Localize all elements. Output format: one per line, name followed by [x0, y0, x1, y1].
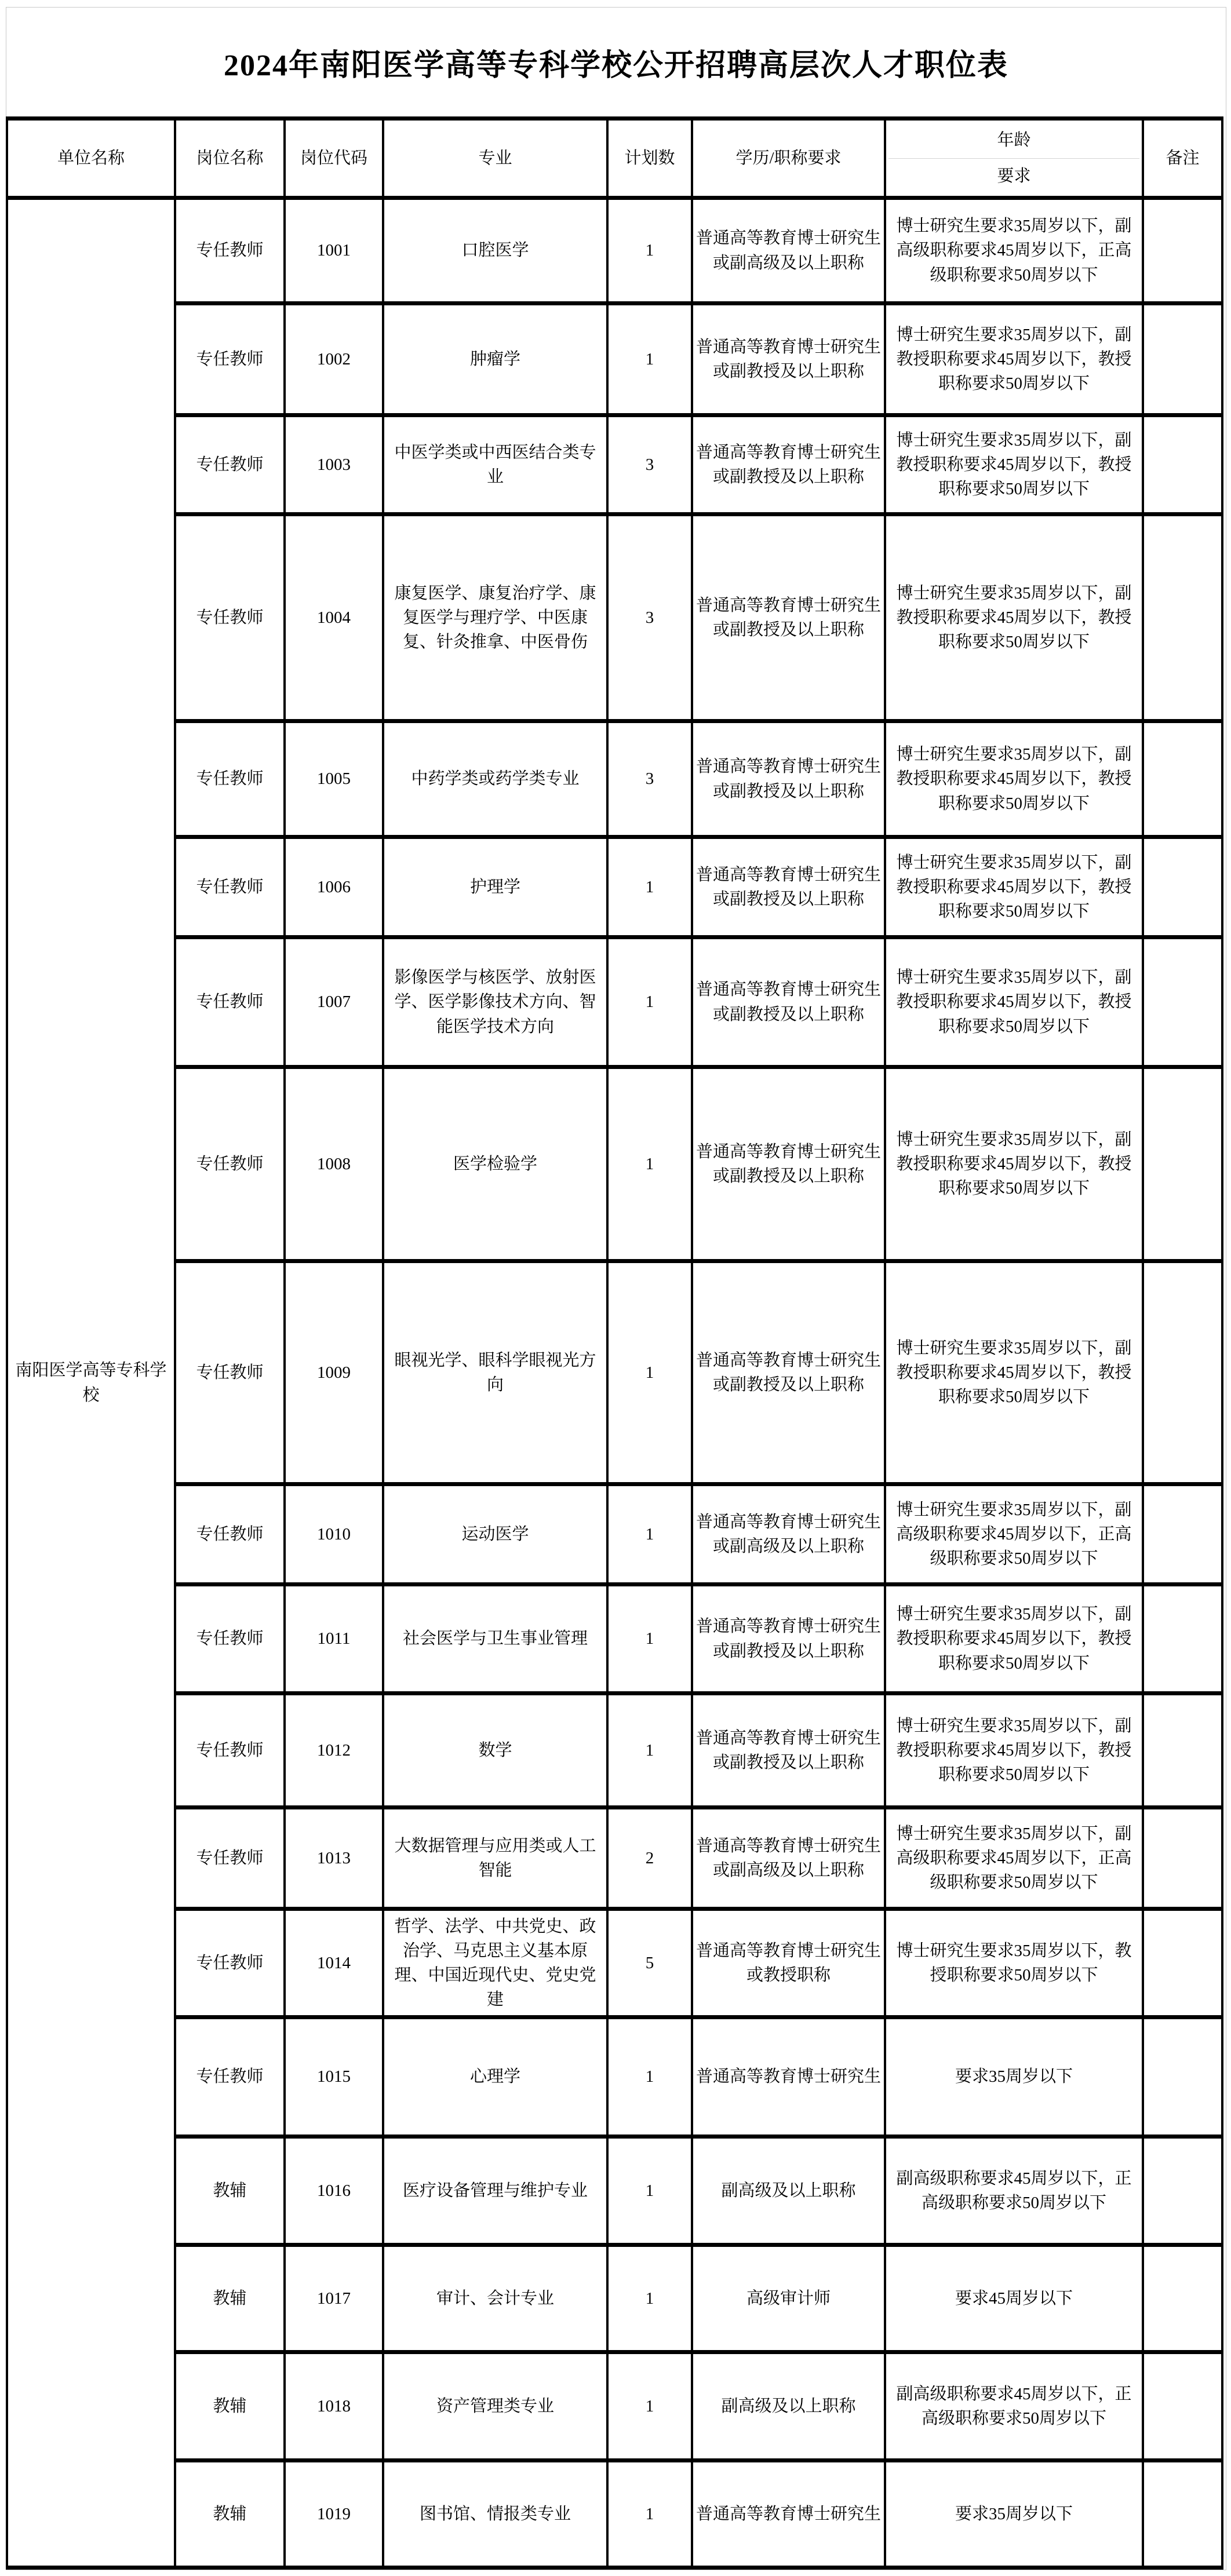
major-cell: 口腔医学: [383, 198, 607, 304]
table-row: [7, 1484, 1222, 1585]
position-code-cell: 1009: [285, 1261, 383, 1484]
qualification-cell: 普通高等教育博士研究生或副教授及以上职称: [692, 1694, 885, 1808]
plan-count-cell: 1: [607, 2352, 692, 2461]
qualification-cell: 普通高等教育博士研究生或副高级及以上职称: [692, 1808, 885, 1909]
remark-cell: [1143, 937, 1222, 1067]
age-requirement-cell: 博士研究生要求35周岁以下，副高级职称要求45周岁以下，正高级职称要求50周岁以下: [885, 1484, 1143, 1585]
position-name-cell: 教辅: [175, 2461, 285, 2568]
age-requirement-cell: 博士研究生要求35周岁以下，副教授职称要求45周岁以下，教授职称要求50周岁以下: [885, 1585, 1143, 1694]
remark-cell: [1143, 2137, 1222, 2245]
qualification-cell: 普通高等教育博士研究生或副教授及以上职称: [692, 1585, 885, 1694]
qualification-cell: 普通高等教育博士研究生: [692, 2461, 885, 2568]
position-code-cell: 1011: [285, 1585, 383, 1694]
remark-cell: [1143, 837, 1222, 937]
qualification-cell: 普通高等教育博士研究生或副教授及以上职称: [692, 415, 885, 515]
position-name-cell: 专任教师: [175, 1694, 285, 1808]
qualification-cell: 普通高等教育博士研究生或副高级及以上职称: [692, 1484, 885, 1585]
position-name-cell: 专任教师: [175, 1484, 285, 1585]
table-row: [7, 1585, 1222, 1694]
table-row: [7, 1694, 1222, 1808]
major-cell: 医学检验学: [383, 1067, 607, 1261]
table-row: [7, 515, 1222, 721]
table-row: [7, 198, 1222, 304]
position-code-cell: 1005: [285, 721, 383, 837]
major-cell: 眼视光学、眼科学眼视光方向: [383, 1261, 607, 1484]
position-code-cell: 1002: [285, 304, 383, 415]
plan-count-cell: 1: [607, 937, 692, 1067]
plan-count-cell: 3: [607, 721, 692, 837]
remark-cell: [1143, 1261, 1222, 1484]
qualification-cell: 普通高等教育博士研究生或副教授及以上职称: [692, 937, 885, 1067]
major-cell: 中医学类或中西医结合类专业: [383, 415, 607, 515]
table-row: [7, 1067, 1222, 1261]
qualification-cell: 副高级及以上职称: [692, 2352, 885, 2461]
page-title: 2024年南阳医学高等专科学校公开招聘高层次人才职位表: [223, 49, 1008, 82]
qualification-cell: 普通高等教育博士研究生或副教授及以上职称: [692, 304, 885, 415]
table-row: [7, 1909, 1222, 2017]
position-name-cell: 专任教师: [175, 1585, 285, 1694]
plan-count-cell: 3: [607, 415, 692, 515]
positions-table: [6, 116, 1223, 2570]
remark-cell: [1143, 2461, 1222, 2568]
table-row: [7, 415, 1222, 515]
plan-count-cell: 1: [607, 1694, 692, 1808]
qualification-cell: 普通高等教育博士研究生或副教授及以上职称: [692, 837, 885, 937]
position-code-cell: 1015: [285, 2017, 383, 2137]
age-requirement-cell: 博士研究生要求35周岁以下，副教授职称要求45周岁以下，教授职称要求50周岁以下: [885, 1261, 1143, 1484]
qualification-cell: 普通高等教育博士研究生或副教授及以上职称: [692, 1067, 885, 1261]
plan-count-cell: 1: [607, 1585, 692, 1694]
position-code-cell: 1007: [285, 937, 383, 1067]
header-plan-count: 计划数: [607, 119, 692, 198]
position-name-cell: 教辅: [175, 2352, 285, 2461]
major-cell: 康复医学、康复治疗学、康复医学与理疗学、中医康复、针灸推拿、中医骨伤: [383, 515, 607, 721]
position-name-cell: 专任教师: [175, 1808, 285, 1909]
remark-cell: [1143, 1808, 1222, 1909]
remark-cell: [1143, 515, 1222, 721]
header-row: [7, 119, 1222, 198]
qualification-cell: 普通高等教育博士研究生: [692, 2017, 885, 2137]
position-name-cell: 专任教师: [175, 415, 285, 515]
qualification-cell: 副高级及以上职称: [692, 2137, 885, 2245]
table-row: [7, 304, 1222, 415]
age-requirement-cell: 副高级职称要求45周岁以下，正高级职称要求50周岁以下: [885, 2137, 1143, 2245]
major-cell: 大数据管理与应用类或人工智能: [383, 1808, 607, 1909]
age-requirement-cell: 博士研究生要求35周岁以下，副教授职称要求45周岁以下，教授职称要求50周岁以下: [885, 304, 1143, 415]
major-cell: 社会医学与卫生事业管理: [383, 1585, 607, 1694]
table-row: [7, 2352, 1222, 2461]
major-cell: 护理学: [383, 837, 607, 937]
position-code-cell: 1018: [285, 2352, 383, 2461]
qualification-cell: 普通高等教育博士研究生或教授职称: [692, 1909, 885, 2017]
major-cell: 中药学类或药学类专业: [383, 721, 607, 837]
remark-cell: [1143, 1694, 1222, 1808]
remark-cell: [1143, 1484, 1222, 1585]
plan-count-cell: 1: [607, 2461, 692, 2568]
remark-cell: [1143, 2352, 1222, 2461]
major-cell: 数学: [383, 1694, 607, 1808]
position-code-cell: 1014: [285, 1909, 383, 2017]
table-body: [7, 198, 1222, 2568]
qualification-cell: 高级审计师: [692, 2245, 885, 2352]
table-row: [7, 2017, 1222, 2137]
qualification-cell: 普通高等教育博士研究生或副教授及以上职称: [692, 1261, 885, 1484]
table-row: [7, 937, 1222, 1067]
position-code-cell: 1012: [285, 1694, 383, 1808]
major-cell: 医疗设备管理与维护专业: [383, 2137, 607, 2245]
plan-count-cell: 2: [607, 1808, 692, 1909]
table-row: [7, 2137, 1222, 2245]
position-name-cell: 教辅: [175, 2137, 285, 2245]
position-name-cell: 专任教师: [175, 515, 285, 721]
qualification-cell: 普通高等教育博士研究生或副教授及以上职称: [692, 515, 885, 721]
plan-count-cell: 3: [607, 515, 692, 721]
age-requirement-cell: 副高级职称要求45周岁以下，正高级职称要求50周岁以下: [885, 2352, 1143, 2461]
age-header-split: [888, 123, 1139, 194]
major-cell: 审计、会计专业: [383, 2245, 607, 2352]
position-name-cell: 专任教师: [175, 1261, 285, 1484]
remark-cell: [1143, 415, 1222, 515]
position-name-cell: 专任教师: [175, 2017, 285, 2137]
major-cell: 运动医学: [383, 1484, 607, 1585]
age-requirement-cell: 博士研究生要求35周岁以下，副教授职称要求45周岁以下，教授职称要求50周岁以下: [885, 415, 1143, 515]
unit-name-cell: 南阳医学高等专科学校: [7, 198, 175, 2568]
remark-cell: [1143, 304, 1222, 415]
position-code-cell: 1008: [285, 1067, 383, 1261]
major-cell: 影像医学与核医学、放射医学、医学影像技术方向、智能医学技术方向: [383, 937, 607, 1067]
major-cell: 心理学: [383, 2017, 607, 2137]
plan-count-cell: 1: [607, 2245, 692, 2352]
position-name-cell: 专任教师: [175, 1909, 285, 2017]
age-requirement-cell: 博士研究生要求35周岁以下，副教授职称要求45周岁以下，教授职称要求50周岁以下: [885, 837, 1143, 937]
major-cell: 资产管理类专业: [383, 2352, 607, 2461]
position-name-cell: 专任教师: [175, 721, 285, 837]
title-box: [6, 8, 1226, 116]
age-requirement-cell: 博士研究生要求35周岁以下，副高级职称要求45周岁以下，正高级职称要求50周岁以下: [885, 198, 1143, 304]
position-name-cell: 专任教师: [175, 837, 285, 937]
header-position-code: 岗位代码: [285, 119, 383, 198]
plan-count-cell: 1: [607, 304, 692, 415]
header-position-name: 岗位名称: [175, 119, 285, 198]
qualification-cell: 普通高等教育博士研究生或副教授及以上职称: [692, 721, 885, 837]
position-code-cell: 1004: [285, 515, 383, 721]
table-row: [7, 721, 1222, 837]
position-code-cell: 1010: [285, 1484, 383, 1585]
remark-cell: [1143, 1585, 1222, 1694]
age-requirement-cell: 博士研究生要求35周岁以下，副教授职称要求45周岁以下，教授职称要求50周岁以下: [885, 515, 1143, 721]
age-requirement-cell: 博士研究生要求35周岁以下，副教授职称要求45周岁以下，教授职称要求50周岁以下: [885, 1694, 1143, 1808]
position-code-cell: 1019: [285, 2461, 383, 2568]
table-row: [7, 2461, 1222, 2568]
age-requirement-cell: 博士研究生要求35周岁以下，副教授职称要求45周岁以下，教授职称要求50周岁以下: [885, 721, 1143, 837]
plan-count-cell: 1: [607, 2137, 692, 2245]
plan-count-cell: 1: [607, 198, 692, 304]
qualification-cell: 普通高等教育博士研究生或副高级及以上职称: [692, 198, 885, 304]
age-requirement-cell: 博士研究生要求35周岁以下，副高级职称要求45周岁以下，正高级职称要求50周岁以下: [885, 1808, 1143, 1909]
major-cell: 图书馆、情报类专业: [383, 2461, 607, 2568]
plan-count-cell: 1: [607, 1261, 692, 1484]
remark-cell: [1143, 198, 1222, 304]
header-major: 专业: [383, 119, 607, 198]
position-code-cell: 1013: [285, 1808, 383, 1909]
remark-cell: [1143, 1067, 1222, 1261]
position-name-cell: 教辅: [175, 2245, 285, 2352]
position-name-cell: 专任教师: [175, 198, 285, 304]
age-requirement-cell: 要求35周岁以下: [885, 2461, 1143, 2568]
age-requirement-cell: 要求45周岁以下: [885, 2245, 1143, 2352]
remark-cell: [1143, 2245, 1222, 2352]
remark-cell: [1143, 721, 1222, 837]
position-code-cell: 1017: [285, 2245, 383, 2352]
plan-count-cell: 5: [607, 1909, 692, 2017]
position-code-cell: 1001: [285, 198, 383, 304]
header-qualification: 学历/职称要求: [692, 119, 885, 198]
remark-cell: [1143, 1909, 1222, 2017]
position-code-cell: 1006: [285, 837, 383, 937]
position-name-cell: 专任教师: [175, 1067, 285, 1261]
major-cell: 哲学、法学、中共党史、政治学、马克思主义基本原理、中国近现代史、党史党建: [383, 1909, 607, 2017]
header-age-requirement: [885, 119, 1143, 198]
age-requirement-cell: 博士研究生要求35周岁以下，副教授职称要求45周岁以下，教授职称要求50周岁以下: [885, 937, 1143, 1067]
plan-count-cell: 1: [607, 837, 692, 937]
position-name-cell: 专任教师: [175, 304, 285, 415]
document-sheet: [6, 7, 1226, 2570]
position-code-cell: 1003: [285, 415, 383, 515]
age-header-line1: 年龄: [888, 123, 1139, 159]
plan-count-cell: 1: [607, 2017, 692, 2137]
table-row: [7, 2245, 1222, 2352]
position-name-cell: 专任教师: [175, 937, 285, 1067]
table-row: [7, 1808, 1222, 1909]
header-remark: 备注: [1143, 119, 1222, 198]
table-row: [7, 1261, 1222, 1484]
age-requirement-cell: 博士研究生要求35周岁以下，副教授职称要求45周岁以下，教授职称要求50周岁以下: [885, 1067, 1143, 1261]
plan-count-cell: 1: [607, 1067, 692, 1261]
table-row: [7, 837, 1222, 937]
major-cell: 肿瘤学: [383, 304, 607, 415]
header-unit-name: 单位名称: [7, 119, 175, 198]
age-requirement-cell: 要求35周岁以下: [885, 2017, 1143, 2137]
age-requirement-cell: 博士研究生要求35周岁以下，教授职称要求50周岁以下: [885, 1909, 1143, 2017]
plan-count-cell: 1: [607, 1484, 692, 1585]
position-code-cell: 1016: [285, 2137, 383, 2245]
age-header-line2: 要求: [997, 166, 1031, 185]
remark-cell: [1143, 2017, 1222, 2137]
